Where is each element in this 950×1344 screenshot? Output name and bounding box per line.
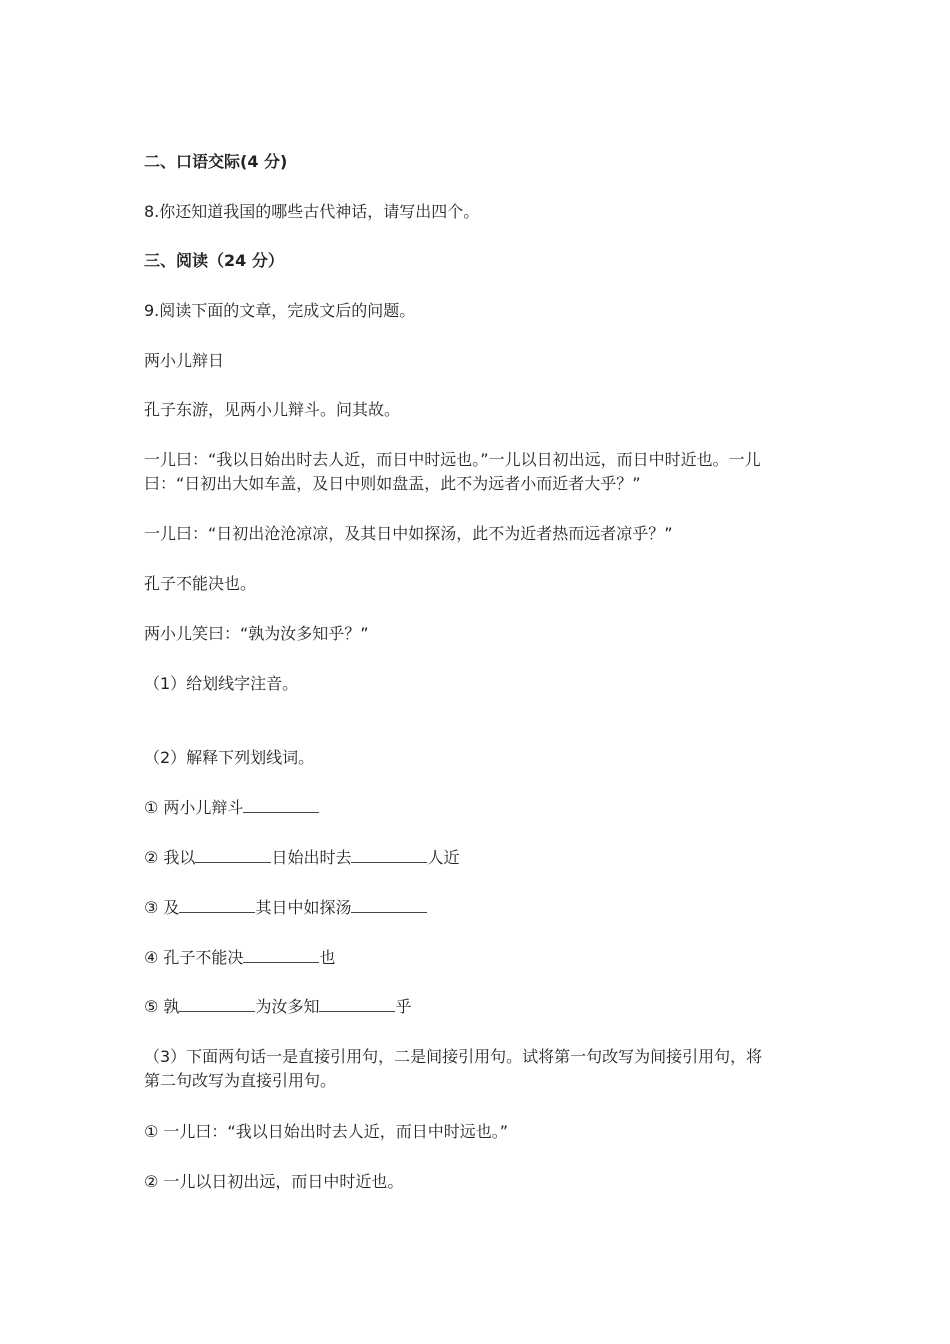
fill-item-5-text-b: 为汝多知: [255, 997, 320, 1016]
passage-title: 两小儿辩日: [144, 351, 225, 370]
passage-paragraph-2-line-1: 一儿曰：“我以日始出时去人近，而日中时远也。”一儿以日初出远，而日中时近也。一儿: [144, 450, 761, 469]
fill-item-4: [144, 946, 804, 970]
passage-paragraph-3: 一儿曰：“日初出沧沧凉凉，及其日中如探汤，此不为近者热而远者凉乎？”: [144, 524, 673, 543]
section-heading-reading: 三、阅读（24 分）: [144, 251, 284, 270]
answer-blank[interactable]: [195, 846, 271, 863]
fill-item-5: [144, 995, 804, 1019]
question-8: 8.你还知道我国的哪些古代神话，请写出四个。: [144, 202, 480, 221]
question-9-intro: 9.阅读下面的文章，完成文后的问题。: [144, 301, 416, 320]
fill-item-5-text-a: ⑤ 孰: [144, 997, 180, 1016]
rewrite-sentence-2: ② 一儿以日初出远，而日中时近也。: [144, 1172, 404, 1191]
fill-item-2: [144, 846, 804, 870]
rewrite-sentence-1: ① 一儿曰：“我以日始出时去人近，而日中时远也。”: [144, 1122, 509, 1141]
answer-blank[interactable]: [319, 995, 395, 1012]
answer-blank[interactable]: [243, 796, 319, 813]
fill-item-2-text-a: ② 我以: [144, 848, 196, 867]
sub-question-1: （1）给划线字注音。: [144, 674, 299, 693]
answer-blank[interactable]: [351, 896, 427, 913]
fill-item-3-text-b: 其日中如探汤: [255, 898, 352, 917]
passage-paragraph-2-line-2: 曰：“日初出大如车盖，及日中则如盘盂，此不为远者小而近者大乎？”: [144, 474, 641, 493]
fill-item-3: [144, 896, 804, 920]
fill-item-1: [144, 796, 804, 820]
answer-blank[interactable]: [179, 995, 255, 1012]
fill-item-4-text-b: 也: [319, 948, 336, 967]
fill-item-4-text-a: ④ 孔子不能决: [144, 948, 244, 967]
fill-item-2-text-b: 日始出时去: [271, 848, 352, 867]
answer-blank[interactable]: [179, 896, 255, 913]
answer-blank[interactable]: [243, 946, 319, 963]
passage-paragraph-1: 孔子东游，见两小儿辩斗。问其故。: [144, 400, 401, 419]
fill-item-3-text-a: ③ 及: [144, 898, 180, 917]
passage-paragraph-4: 孔子不能决也。: [144, 574, 257, 593]
sub-question-3-line-1: （3）下面两句话一是直接引用句，二是间接引用句。试将第一句改写为间接引用句，将: [144, 1047, 763, 1066]
fill-item-2-text-c: 人近: [427, 848, 460, 867]
fill-item-5-text-c: 乎: [395, 997, 412, 1016]
passage-paragraph-5: 两小儿笑曰：“孰为汝多知乎？”: [144, 624, 369, 643]
sub-question-2: （2）解释下列划线词。: [144, 748, 315, 767]
fill-item-1-text: ① 两小儿辩斗: [144, 798, 244, 817]
answer-blank[interactable]: [351, 846, 427, 863]
sub-question-3-line-2: 第二句改写为直接引用句。: [144, 1071, 337, 1090]
section-heading-oral: 二、口语交际(4 分): [144, 152, 288, 171]
